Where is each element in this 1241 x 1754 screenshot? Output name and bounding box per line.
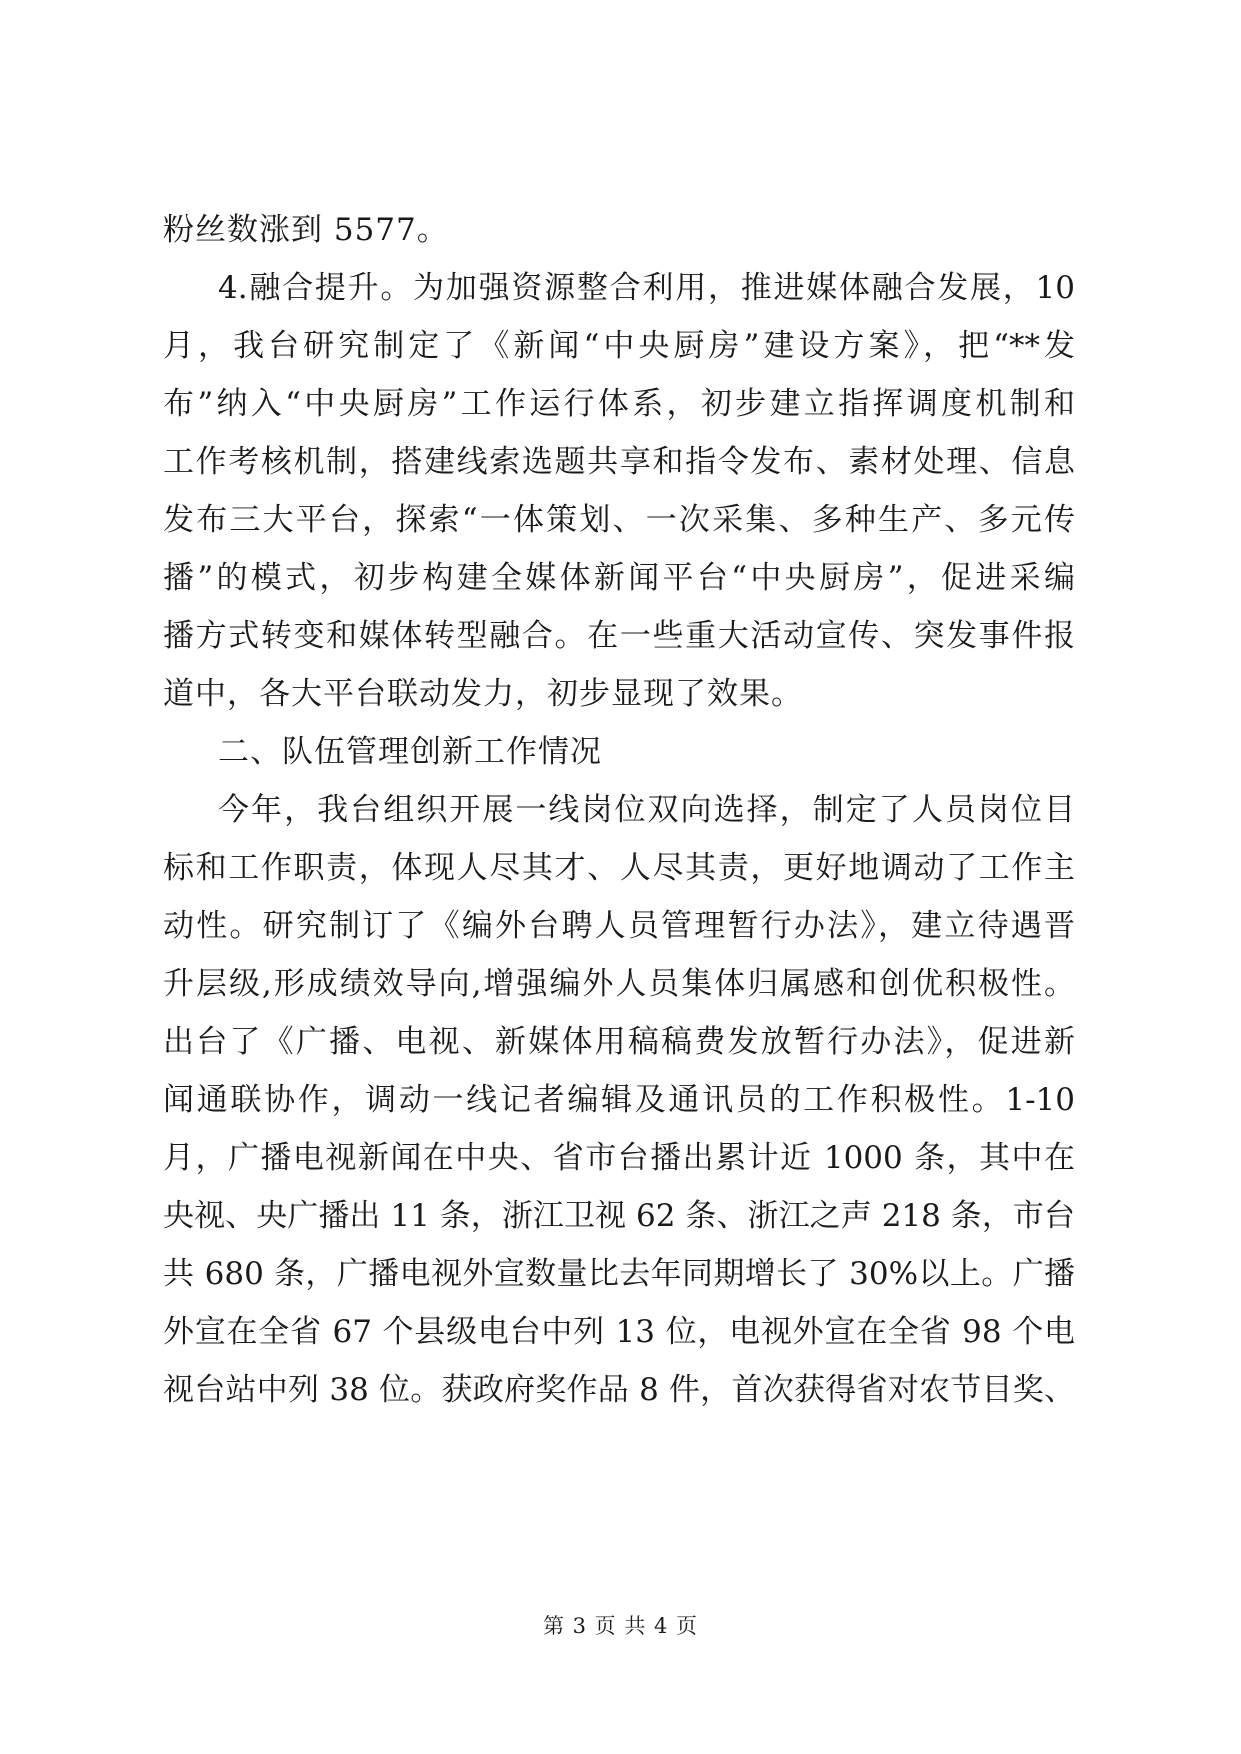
text-line: 闻通联协作，调动一线记者编辑及通讯员的工作积极性。1-10: [163, 1082, 1075, 1118]
text-line: 发布三大平台，探索“一体策划、一次采集、多种生产、多元传: [163, 502, 1075, 538]
text-line: 粉丝数涨到 5577。: [163, 212, 449, 248]
text-line: 共 680 条，广播电视外宣数量比去年同期增长了 30%以上。广播: [163, 1256, 1075, 1292]
section-heading: 二、队伍管理创新工作情况: [218, 734, 602, 770]
text-line: 播”的模式，初步构建全媒体新闻平台“中央厨房”，促进采编: [163, 560, 1075, 596]
text-line: 外宣在全省 67 个县级电台中列 13 位，电视外宣在全省 98 个电: [163, 1314, 1075, 1350]
text-line: 播方式转变和媒体转型融合。在一些重大活动宣传、突发事件报: [163, 618, 1075, 654]
page-footer: 第 3 页 共 4 页: [542, 1614, 699, 1638]
text-line: 月，广播电视新闻在中央、省市台播出累计近 1000 条，其中在: [163, 1140, 1075, 1176]
text-line: 布”纳入“中央厨房”工作运行体系，初步建立指挥调度机制和: [163, 386, 1075, 422]
text-line: 标和工作职责，体现人尽其才、人尽其责，更好地调动了工作主: [163, 850, 1075, 886]
text-line: 月，我台研究制定了《新闻“中央厨房”建设方案》，把“**发: [163, 328, 1075, 364]
text-line: 动性。研究制订了《编外台聘人员管理暂行办法》，建立待遇晋: [163, 908, 1075, 944]
text-line: 工作考核机制，搭建线索选题共享和指令发布、素材处理、信息: [163, 444, 1075, 480]
paragraph-heading: 4.融合提升。为加强资源整合利用，推进媒体融合发展，10: [218, 270, 1075, 306]
text-line: 今年，我台组织开展一线岗位双向选择，制定了人员岗位目: [218, 792, 1075, 828]
text-line: 出台了《广播、电视、新媒体用稿稿费发放暂行办法》，促进新: [163, 1024, 1075, 1060]
text-line: 视台站中列 38 位。获政府奖作品 8 件，首次获得省对农节目奖、: [163, 1372, 1075, 1408]
text-line: 央视、央广播出 11 条，浙江卫视 62 条、浙江之声 218 条，市台: [163, 1198, 1075, 1234]
text-line: 道中，各大平台联动发力，初步显现了效果。: [163, 676, 803, 712]
text-line: 升层级,形成绩效导向,增强编外人员集体归属感和创优积极性。: [163, 966, 1075, 1002]
